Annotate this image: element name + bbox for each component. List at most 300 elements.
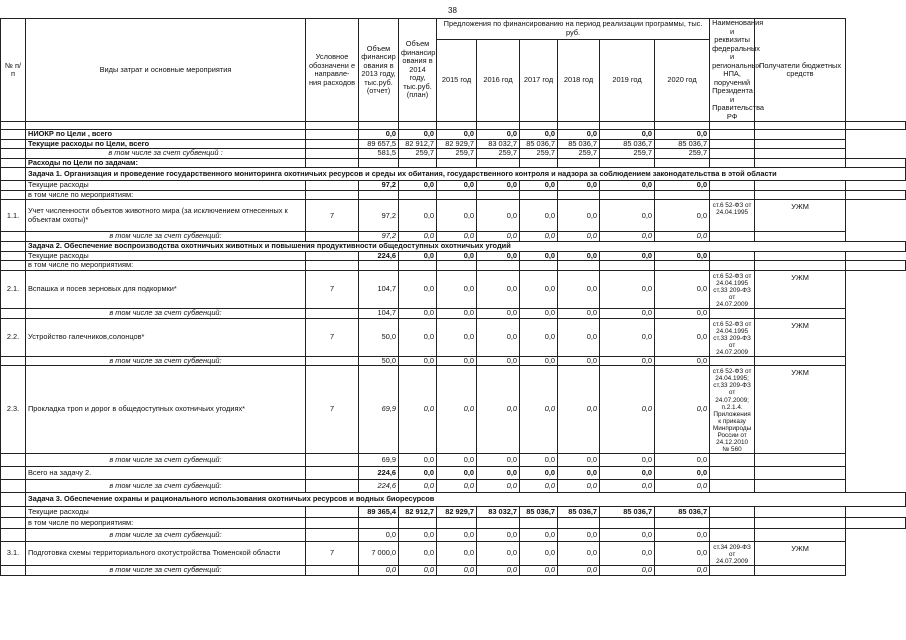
empty-cell xyxy=(306,517,359,528)
cond-code: 7 xyxy=(306,200,359,232)
value-cell: 0,0 xyxy=(477,309,520,319)
value-cell: 0,0 xyxy=(477,318,520,356)
row-label: в том числе по мероприятиям: xyxy=(26,261,306,271)
empty-cell xyxy=(477,261,520,271)
value-cell: 0,0 xyxy=(520,541,558,565)
row-num-cell xyxy=(1,181,26,191)
empty-cell xyxy=(558,517,600,528)
value-cell: 0,0 xyxy=(600,318,655,356)
header-fin2014: Объем финансир ования в 2014 году, тыс.руб. (план) xyxy=(399,19,437,122)
value-cell: 85 036,7 xyxy=(600,506,655,517)
value-cell: 0,0 xyxy=(399,528,437,541)
table-row xyxy=(1,506,906,517)
value-cell: 0,0 xyxy=(520,200,558,232)
table-row xyxy=(1,149,906,159)
value-cell: 581,5 xyxy=(359,149,399,159)
value-cell: 82 912,7 xyxy=(399,506,437,517)
doc-cell xyxy=(710,232,755,242)
value-cell: 0,0 xyxy=(600,130,655,140)
header-2015: 2015 год xyxy=(437,39,477,122)
value-cell: 259,7 xyxy=(437,149,477,159)
empty-cell xyxy=(558,261,600,271)
recipient-cell xyxy=(755,566,846,576)
empty-cell xyxy=(359,158,399,168)
row-number: 2.3. xyxy=(1,366,26,454)
doc-cell xyxy=(710,453,755,466)
row-label: в том числе за счет субвенций: xyxy=(26,356,306,366)
value-cell: 0,0 xyxy=(600,366,655,454)
task-heading: Задача 1. Организация и проведение государственного мониторинга охотничьих ресурсов и среды их обитания, государственного контроля и надзора за соблюдением законодательства в этой области xyxy=(26,168,906,181)
empty-cell xyxy=(437,158,477,168)
item-name: Прокладка троп и дорог в общедоступных охотничьих угодиях* xyxy=(26,366,306,454)
doc-cell xyxy=(710,528,755,541)
cond-code: 7 xyxy=(306,366,359,454)
value-cell: 0,0 xyxy=(437,232,477,242)
row-num-cell xyxy=(1,251,26,261)
value-cell: 0,0 xyxy=(558,251,600,261)
value-cell: 85 036,7 xyxy=(655,139,710,149)
value-cell: 0,0 xyxy=(437,466,477,479)
empty-cell xyxy=(846,158,906,168)
row-num-cell xyxy=(1,190,26,200)
empty-cell xyxy=(600,190,655,200)
header-2018: 2018 год xyxy=(558,39,600,122)
value-cell: 0,0 xyxy=(437,366,477,454)
value-cell: 0,0 xyxy=(600,566,655,576)
value-cell: 0,0 xyxy=(437,130,477,140)
recipient-cell xyxy=(755,528,846,541)
cond-code: 7 xyxy=(306,318,359,356)
legal-reference: ст.6 52-ФЗ от 24.04.1995; ст.33 209-ФЗ от 24.07.2009; п.2.1.4. Приложения к приказу Минприроды России от 24.12.2010 № 560 xyxy=(710,366,755,454)
empty-cell xyxy=(710,158,755,168)
row-num-cell xyxy=(1,168,26,181)
row-label: Всего на задачу 2. xyxy=(26,466,306,479)
empty-cell xyxy=(477,517,520,528)
value-cell: 0,0 xyxy=(399,309,437,319)
value-cell: 259,7 xyxy=(477,149,520,159)
value-cell: 0,0 xyxy=(359,130,399,140)
row-num-cell xyxy=(1,492,26,506)
doc-cell xyxy=(710,149,755,159)
empty-cell xyxy=(520,261,558,271)
value-cell: 0,0 xyxy=(399,232,437,242)
row-num-cell xyxy=(1,232,26,242)
row-num-cell xyxy=(1,261,26,271)
empty-cell xyxy=(846,517,906,528)
value-cell: 0,0 xyxy=(655,453,710,466)
header-docs: Наименования и реквизиты федеральных и региональных НПА, поручений Президента и Правительства РФ xyxy=(710,19,755,122)
value-cell: 97,2 xyxy=(359,232,399,242)
recipient-cell xyxy=(755,506,846,517)
empty-cell xyxy=(755,517,846,528)
cond-cell xyxy=(306,356,359,366)
value-cell: 0,0 xyxy=(477,453,520,466)
value-cell: 0,0 xyxy=(399,251,437,261)
value-cell: 0,0 xyxy=(520,528,558,541)
value-cell: 0,0 xyxy=(558,541,600,565)
value-cell: 0,0 xyxy=(655,270,710,308)
value-cell: 97,2 xyxy=(359,200,399,232)
value-cell: 0,0 xyxy=(600,251,655,261)
table-row xyxy=(1,541,906,565)
value-cell: 0,0 xyxy=(600,453,655,466)
value-cell: 69,9 xyxy=(359,453,399,466)
value-cell: 0,0 xyxy=(437,528,477,541)
value-cell: 0,0 xyxy=(655,232,710,242)
item-name: Устройство галечников,солонцов* xyxy=(26,318,306,356)
value-cell: 0,0 xyxy=(558,366,600,454)
row-label: в том числе за счет субвенций: xyxy=(26,453,306,466)
row-number: 2.1. xyxy=(1,270,26,308)
value-cell: 0,0 xyxy=(399,466,437,479)
value-cell: 0,0 xyxy=(399,130,437,140)
value-cell: 0,0 xyxy=(399,541,437,565)
value-cell: 259,7 xyxy=(399,149,437,159)
table-row xyxy=(1,261,906,271)
empty-cell xyxy=(399,190,437,200)
value-cell: 0,0 xyxy=(437,541,477,565)
cond-cell xyxy=(306,309,359,319)
empty-cell xyxy=(520,517,558,528)
doc-cell xyxy=(710,506,755,517)
recipient-cell xyxy=(755,356,846,366)
recipient-cell xyxy=(755,139,846,149)
row-num-cell xyxy=(1,466,26,479)
empty-cell xyxy=(755,190,846,200)
cond-cell xyxy=(306,566,359,576)
row-num-cell xyxy=(1,158,26,168)
budget-recipient: УЖМ xyxy=(755,270,846,308)
budget-recipient: УЖМ xyxy=(755,200,846,232)
empty-cell xyxy=(655,261,710,271)
legal-reference: ст.34 209-ФЗ от 24.07.2009 xyxy=(710,541,755,565)
row-label: в том числе за счет субвенций: xyxy=(26,309,306,319)
empty-cell xyxy=(558,158,600,168)
value-cell: 0,0 xyxy=(655,309,710,319)
value-cell: 0,0 xyxy=(520,251,558,261)
header-recipients: Получатели бюджетных средств xyxy=(755,19,846,122)
table-row xyxy=(1,200,906,232)
value-cell: 82 929,7 xyxy=(437,506,477,517)
item-name: Учет численности объектов животного мира (за исключением отнесенных к объектам охоты)* xyxy=(26,200,306,232)
doc-cell xyxy=(710,181,755,191)
table-row xyxy=(1,517,906,528)
value-cell: 85 036,7 xyxy=(558,139,600,149)
doc-cell xyxy=(710,466,755,479)
value-cell: 0,0 xyxy=(477,528,520,541)
header-2019: 2019 год xyxy=(600,39,655,122)
header-2016: 2016 год xyxy=(477,39,520,122)
value-cell: 259,7 xyxy=(600,149,655,159)
value-cell: 0,0 xyxy=(437,251,477,261)
table-row xyxy=(1,270,906,308)
empty-cell xyxy=(755,261,846,271)
empty-cell xyxy=(755,158,846,168)
cond-cell xyxy=(306,506,359,517)
value-cell: 0,0 xyxy=(399,566,437,576)
value-cell: 0,0 xyxy=(437,479,477,492)
doc-cell xyxy=(710,566,755,576)
empty-cell xyxy=(437,517,477,528)
financing-table xyxy=(0,18,906,576)
recipient-cell xyxy=(755,149,846,159)
table-row xyxy=(1,492,906,506)
value-cell: 259,7 xyxy=(655,149,710,159)
item-name: Вспашка и посев зерновых для подкормки* xyxy=(26,270,306,308)
value-cell: 0,0 xyxy=(437,356,477,366)
row-label: Текущие расходы xyxy=(26,181,306,191)
value-cell: 0,0 xyxy=(359,528,399,541)
task-heading: Задача 2. Обеспечение воспроизводства охотничьих животных и повышения продуктивности общедоступных охотничьих угодий xyxy=(26,241,906,251)
value-cell: 0,0 xyxy=(600,541,655,565)
empty-cell xyxy=(600,261,655,271)
value-cell: 224,6 xyxy=(359,479,399,492)
value-cell: 50,0 xyxy=(359,356,399,366)
cond-cell xyxy=(306,232,359,242)
recipient-cell xyxy=(755,466,846,479)
table-row xyxy=(1,318,906,356)
row-num-cell xyxy=(1,130,26,140)
table-row xyxy=(1,366,906,454)
row-label: в том числе за счет субвенций: xyxy=(26,232,306,242)
value-cell: 0,0 xyxy=(558,528,600,541)
value-cell: 0,0 xyxy=(558,479,600,492)
value-cell: 0,0 xyxy=(477,566,520,576)
value-cell: 0,0 xyxy=(600,466,655,479)
cond-cell xyxy=(306,479,359,492)
value-cell: 85 036,7 xyxy=(600,139,655,149)
recipient-cell xyxy=(755,181,846,191)
value-cell: 0,0 xyxy=(655,466,710,479)
row-label: в том числе за счет субвенций: xyxy=(26,479,306,492)
recipient-cell xyxy=(755,479,846,492)
value-cell: 50,0 xyxy=(359,318,399,356)
value-cell: 0,0 xyxy=(477,232,520,242)
value-cell: 0,0 xyxy=(399,366,437,454)
value-cell: 82 912,7 xyxy=(399,139,437,149)
value-cell: 0,0 xyxy=(655,181,710,191)
recipient-cell xyxy=(755,309,846,319)
header-2020: 2020 год xyxy=(655,39,710,122)
value-cell: 0,0 xyxy=(477,466,520,479)
value-cell: 0,0 xyxy=(477,251,520,261)
row-label: в том числе за счет субвенций: xyxy=(26,566,306,576)
value-cell: 0,0 xyxy=(558,309,600,319)
value-cell: 0,0 xyxy=(477,130,520,140)
value-cell: 0,0 xyxy=(437,200,477,232)
row-label: в том числе за счет субвенций : xyxy=(26,149,306,159)
value-cell: 0,0 xyxy=(520,479,558,492)
value-cell: 0,0 xyxy=(655,356,710,366)
value-cell: 0,0 xyxy=(399,479,437,492)
value-cell: 0,0 xyxy=(600,479,655,492)
table-row xyxy=(1,309,906,319)
legal-reference: ст.6 52-ФЗ от 24.04.1995 xyxy=(710,200,755,232)
value-cell: 259,7 xyxy=(558,149,600,159)
header-name: Виды затрат и основные мероприятия xyxy=(26,19,306,122)
value-cell: 0,0 xyxy=(655,479,710,492)
value-cell: 0,0 xyxy=(655,528,710,541)
row-num-cell xyxy=(1,139,26,149)
budget-recipient: УЖМ xyxy=(755,366,846,454)
page-number: 38 xyxy=(448,6,457,15)
value-cell: 0,0 xyxy=(399,270,437,308)
header-fin2013: Объем финансир ования в 2013 году, тыс.руб. (отчет) xyxy=(359,19,399,122)
row-label: в том числе за счет субвенций: xyxy=(26,528,306,541)
doc-cell xyxy=(710,251,755,261)
row-label: Текущие расходы xyxy=(26,506,306,517)
row-num-cell xyxy=(1,356,26,366)
cond-cell xyxy=(306,251,359,261)
value-cell: 0,0 xyxy=(520,232,558,242)
row-num-cell xyxy=(1,453,26,466)
value-cell: 0,0 xyxy=(558,356,600,366)
table-row xyxy=(1,241,906,251)
empty-cell xyxy=(399,158,437,168)
value-cell: 0,0 xyxy=(600,356,655,366)
value-cell: 85 036,7 xyxy=(520,506,558,517)
value-cell: 85 036,7 xyxy=(520,139,558,149)
row-label: Расходы по Цели по задачам: xyxy=(26,158,306,168)
value-cell: 0,0 xyxy=(477,366,520,454)
row-label: в том числе по мероприятиям: xyxy=(26,517,306,528)
row-label: Текущие расходы xyxy=(26,251,306,261)
budget-recipient: УЖМ xyxy=(755,318,846,356)
value-cell: 0,0 xyxy=(520,130,558,140)
empty-cell xyxy=(306,261,359,271)
value-cell: 0,0 xyxy=(477,479,520,492)
value-cell: 0,0 xyxy=(520,270,558,308)
value-cell: 0,0 xyxy=(477,181,520,191)
table-row xyxy=(1,190,906,200)
value-cell: 0,0 xyxy=(558,566,600,576)
empty-cell xyxy=(655,517,710,528)
value-cell: 0,0 xyxy=(558,318,600,356)
value-cell: 0,0 xyxy=(437,566,477,576)
value-cell: 0,0 xyxy=(600,270,655,308)
value-cell: 83 032,7 xyxy=(477,506,520,517)
table-row xyxy=(1,168,906,181)
value-cell: 0,0 xyxy=(655,200,710,232)
table-row xyxy=(1,466,906,479)
value-cell: 0,0 xyxy=(600,200,655,232)
empty-cell xyxy=(399,261,437,271)
doc-cell xyxy=(710,139,755,149)
value-cell: 224,6 xyxy=(359,466,399,479)
value-cell: 0,0 xyxy=(655,366,710,454)
row-label: НИОКР по Цели , всего xyxy=(26,130,306,140)
row-num-cell xyxy=(1,506,26,517)
empty-cell xyxy=(520,158,558,168)
value-cell: 0,0 xyxy=(558,232,600,242)
value-cell: 0,0 xyxy=(437,270,477,308)
empty-cell xyxy=(710,517,755,528)
table-row xyxy=(1,181,906,191)
header-cond: Условное обозначени е направле- ния расходов xyxy=(306,19,359,122)
table-row xyxy=(1,232,906,242)
header-num: № п/п xyxy=(1,19,26,122)
doc-cell xyxy=(710,309,755,319)
value-cell: 85 036,7 xyxy=(655,506,710,517)
value-cell: 0,0 xyxy=(558,200,600,232)
value-cell: 69,9 xyxy=(359,366,399,454)
recipient-cell xyxy=(755,251,846,261)
row-num-cell xyxy=(1,528,26,541)
row-num-cell xyxy=(1,241,26,251)
value-cell: 0,0 xyxy=(520,356,558,366)
header-proposals: Предложения по финансированию на период реализации программы, тыс. руб. xyxy=(437,19,710,40)
value-cell: 0,0 xyxy=(477,541,520,565)
value-cell: 0,0 xyxy=(600,528,655,541)
header-2017: 2017 год xyxy=(520,39,558,122)
value-cell: 0,0 xyxy=(520,366,558,454)
value-cell: 0,0 xyxy=(520,318,558,356)
value-cell: 104,7 xyxy=(359,270,399,308)
value-cell: 0,0 xyxy=(359,566,399,576)
empty-cell xyxy=(600,517,655,528)
table-row xyxy=(1,453,906,466)
value-cell: 0,0 xyxy=(655,318,710,356)
value-cell: 7 000,0 xyxy=(359,541,399,565)
value-cell: 0,0 xyxy=(477,270,520,308)
cond-cell xyxy=(306,453,359,466)
empty-cell xyxy=(306,190,359,200)
empty-cell xyxy=(437,261,477,271)
row-num-cell xyxy=(1,479,26,492)
empty-cell xyxy=(710,190,755,200)
value-cell: 0,0 xyxy=(399,181,437,191)
table-row xyxy=(1,479,906,492)
empty-cell xyxy=(846,261,906,271)
budget-recipient: УЖМ xyxy=(755,541,846,565)
value-cell: 97,2 xyxy=(359,181,399,191)
cond-cell xyxy=(306,181,359,191)
row-num-cell xyxy=(1,309,26,319)
table-row xyxy=(1,158,906,168)
empty-cell xyxy=(655,158,710,168)
doc-cell xyxy=(710,479,755,492)
doc-cell xyxy=(710,356,755,366)
row-label: в том числе по мероприятиям: xyxy=(26,190,306,200)
empty-cell xyxy=(306,158,359,168)
value-cell: 0,0 xyxy=(399,356,437,366)
value-cell: 0,0 xyxy=(399,318,437,356)
empty-cell xyxy=(477,190,520,200)
table-row xyxy=(1,130,906,140)
cond-cell xyxy=(306,149,359,159)
empty-cell xyxy=(399,517,437,528)
table-row xyxy=(1,566,906,576)
value-cell: 0,0 xyxy=(655,130,710,140)
value-cell: 83 032,7 xyxy=(477,139,520,149)
value-cell: 0,0 xyxy=(600,232,655,242)
value-cell: 0,0 xyxy=(520,466,558,479)
spacer xyxy=(846,19,906,122)
value-cell: 0,0 xyxy=(600,181,655,191)
empty-cell xyxy=(437,190,477,200)
empty-cell xyxy=(359,517,399,528)
value-cell: 0,0 xyxy=(558,453,600,466)
value-cell: 0,0 xyxy=(437,309,477,319)
value-cell: 0,0 xyxy=(655,566,710,576)
value-cell: 0,0 xyxy=(558,270,600,308)
value-cell: 104,7 xyxy=(359,309,399,319)
legal-reference: ст.6 52-ФЗ от 24.04.1995 ст.33 209-ФЗ от 24.07.2009 xyxy=(710,318,755,356)
doc-cell xyxy=(710,130,755,140)
value-cell: 0,0 xyxy=(558,130,600,140)
row-label: Текущие расходы по Цели, всего xyxy=(26,139,306,149)
item-name: Подготовка схемы территориального охотустройства Тюменской области xyxy=(26,541,306,565)
